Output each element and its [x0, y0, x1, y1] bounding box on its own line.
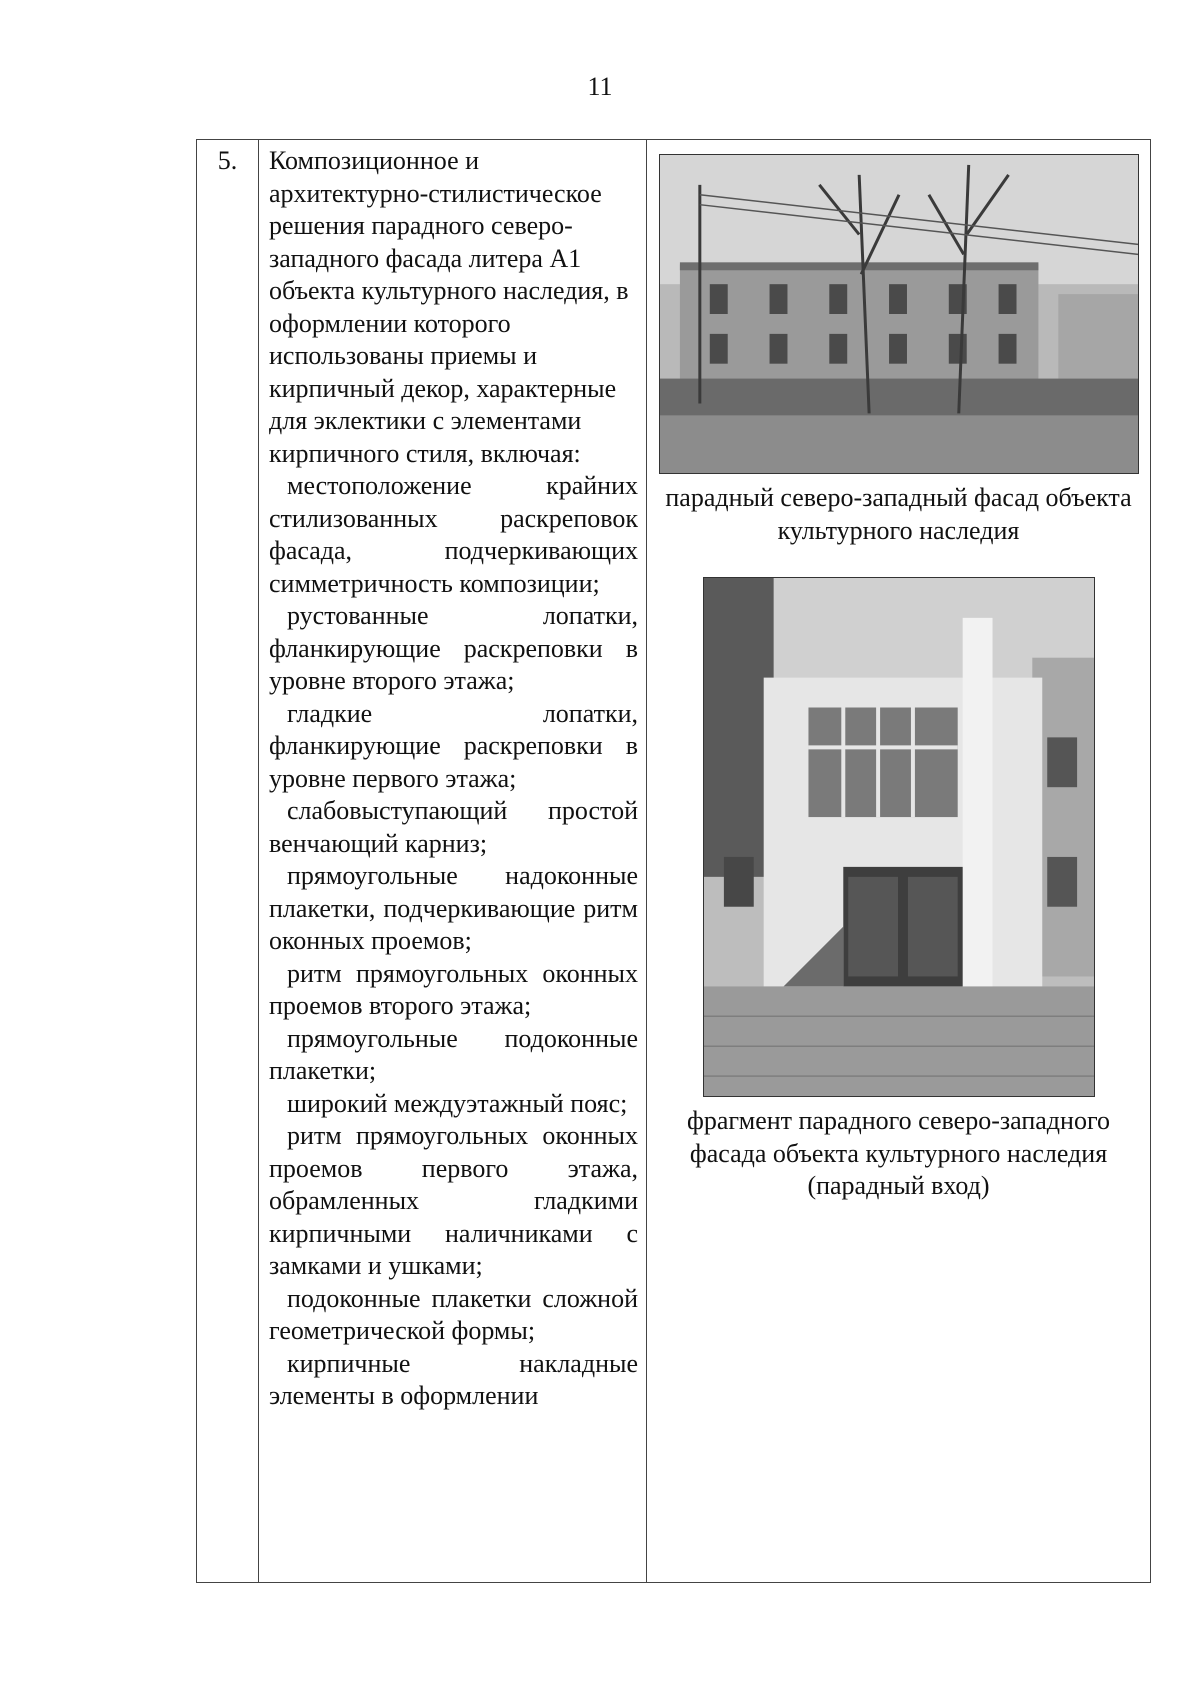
description: [259, 140, 646, 1413]
list-item: кирпичные накладные элементы в оформлении: [269, 1348, 638, 1410]
list-item: прямоугольные подоконные плакетки;: [269, 1023, 638, 1085]
entrance-photo: [703, 577, 1095, 1097]
list-item: рустованные лопатки, фланкирующие раскреповки в уровне второго этажа;: [269, 601, 638, 695]
list-item: ритм прямоугольных оконных проемов второго этажа;: [269, 958, 638, 1020]
list-item: местоположение крайних стилизованных раскреповок фасада, подчеркивающих симметричность композиции;: [269, 471, 638, 598]
facade-photo-graphic: [660, 155, 1138, 473]
list-item: подоконные плакетки сложной геометрической формы;: [269, 1283, 638, 1345]
list-item: слабовыступающий простой венчающий карниз;: [269, 796, 638, 858]
heritage-elements-table: [196, 139, 1151, 1583]
row-number-cell: [197, 140, 259, 1583]
entrance-photo-graphic: [704, 578, 1094, 1096]
table-row: [197, 140, 1151, 1583]
entrance-photo-caption: фрагмент парадного северо-западного фасада объекта культурного наследия (парадный вход): [687, 1106, 1110, 1200]
list-item: ритм прямоугольных оконных проемов первого этажа, обрамленных гладкими кирпичными наличниками с замками и ушками;: [269, 1121, 638, 1280]
page-number: 11: [587, 72, 613, 101]
list-item: гладкие лопатки, фланкирующие раскреповки в уровне первого этажа;: [269, 698, 638, 793]
facade-photo: [659, 154, 1139, 474]
list-item: прямоугольные надоконные плакетки, подчеркивающие ритм оконных проемов;: [269, 861, 638, 955]
photos-cell: [647, 140, 1151, 1583]
list-item: широкий междуэтажный пояс;: [287, 1088, 628, 1118]
description-heading: Композиционное и архитектурно-стилистическое решения парадного северо-западного фасада литера А1 объекта культурного наследия, в оформлении которого использованы приемы и кирпичный декор, характерные для эклектики с элементами кирпичного стиля, включая:: [269, 146, 629, 468]
row-number: 5.: [217, 146, 238, 175]
facade-photo-caption: парадный северо-западный фасад объекта культурного наследия: [665, 483, 1132, 545]
description-cell: [259, 140, 647, 1583]
